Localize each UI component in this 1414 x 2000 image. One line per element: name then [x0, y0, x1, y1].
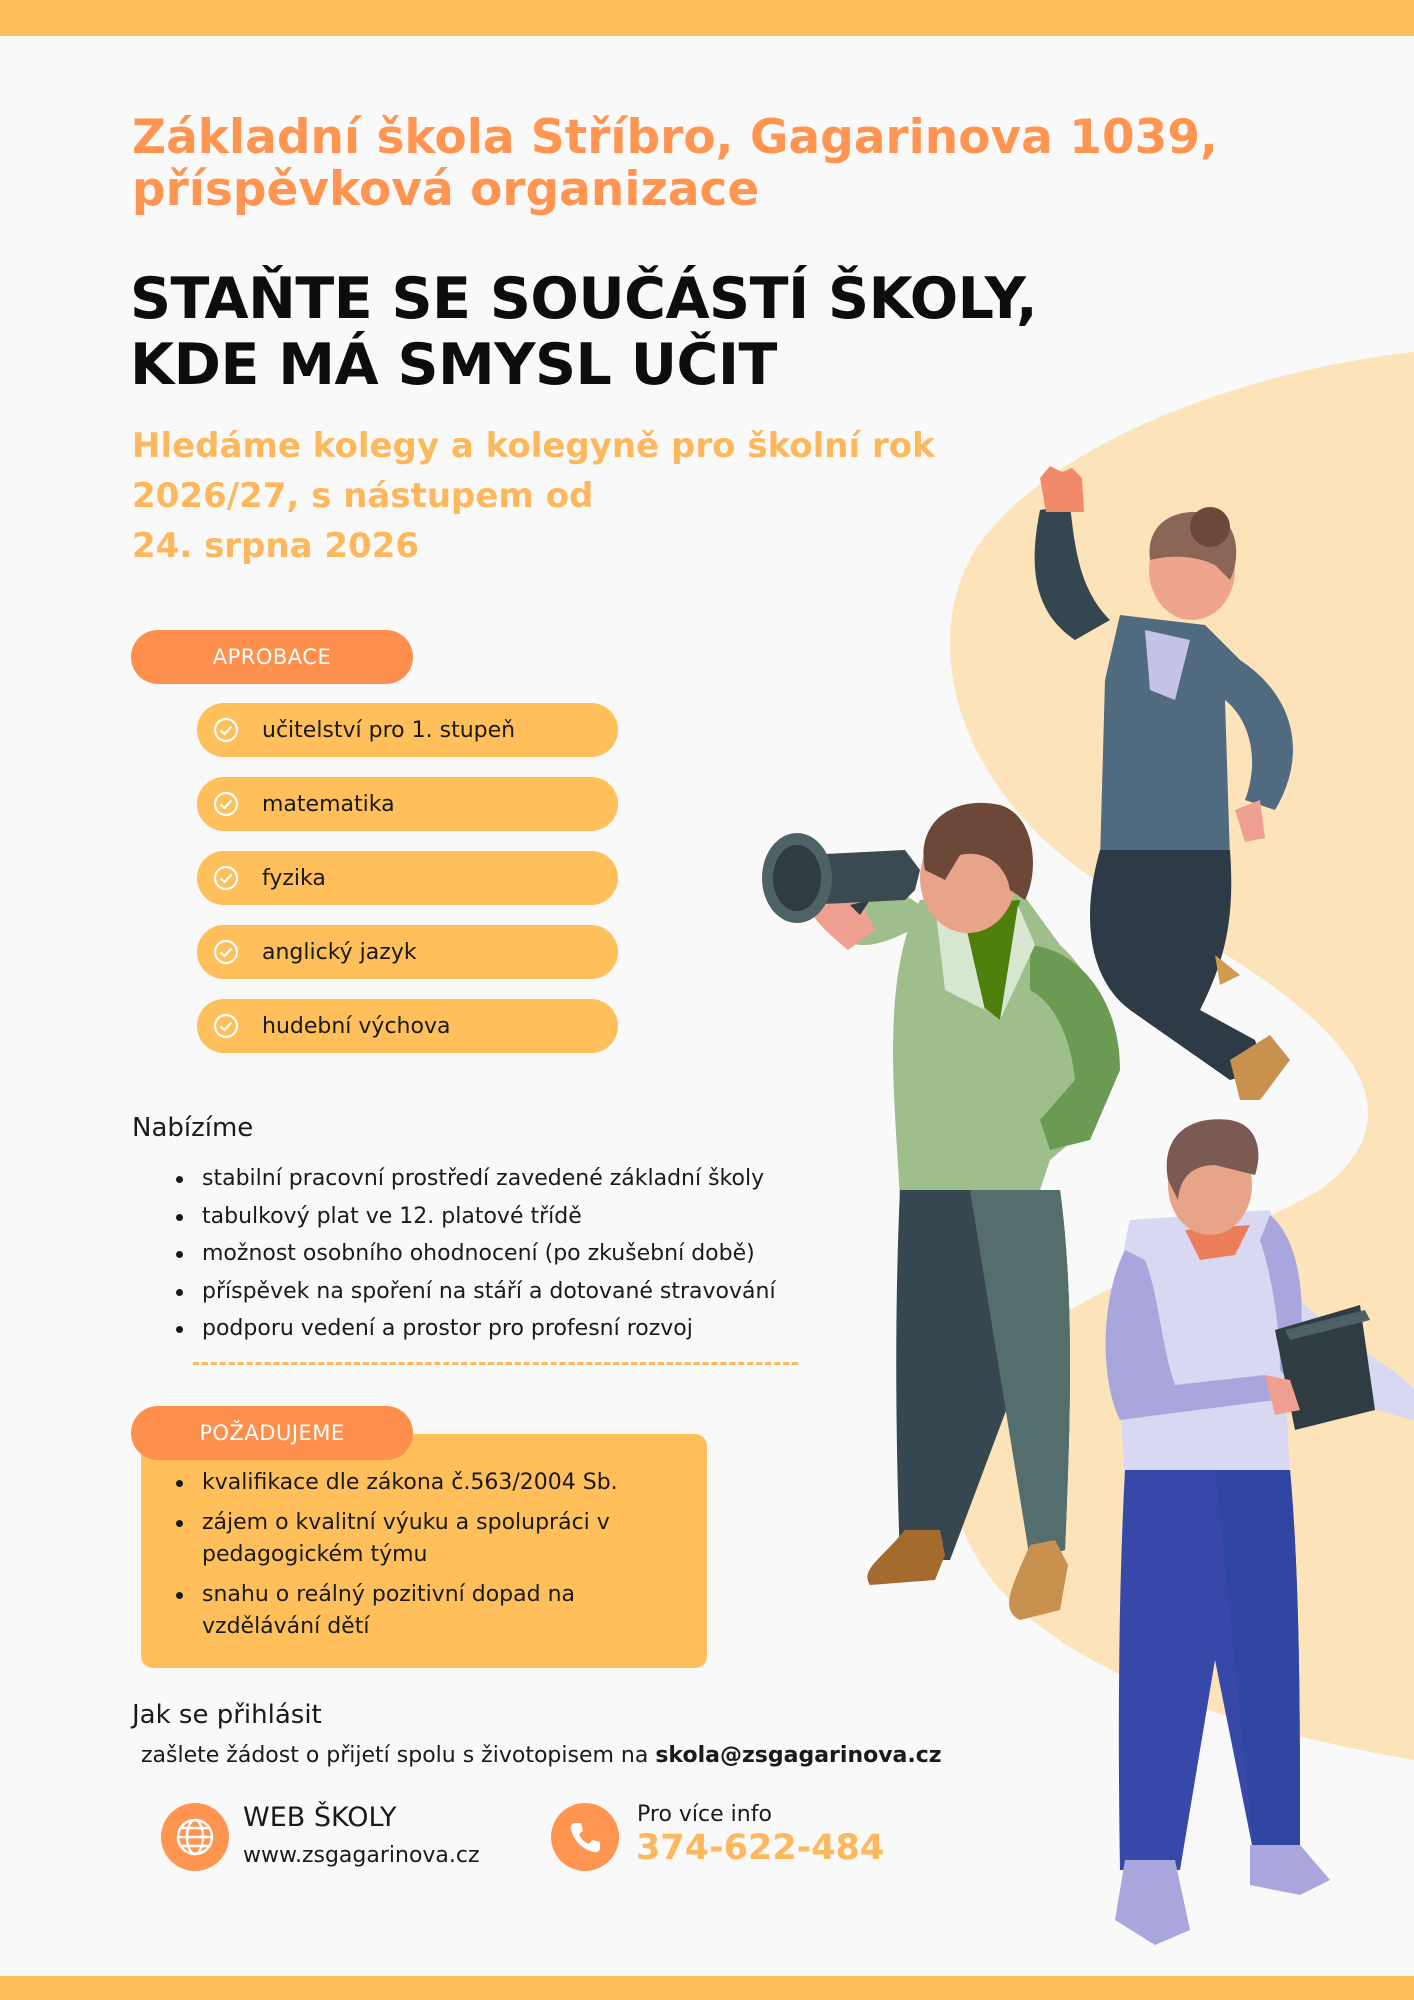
offer-item: možnost osobního ohodnocení (po zkušební době) — [172, 1235, 872, 1273]
aprobace-item-label: učitelství pro 1. stupeň — [262, 717, 516, 743]
check-circle-icon — [212, 938, 240, 966]
requirement-item: snahu o reálný pozitivní dopad na vzdělávání dětí — [172, 1579, 692, 1643]
aprobace-item — [197, 999, 618, 1053]
offer-item: podporu vedení a prostor pro profesní rozvoj — [172, 1310, 872, 1348]
bottom-accent-band — [0, 1976, 1414, 2000]
aprobace-item-label: anglický jazyk — [262, 939, 417, 965]
aprobace-list — [197, 703, 618, 1073]
aprobace-item — [197, 777, 618, 831]
apply-text: zašlete žádost o přijetí spolu s životopisem na — [141, 1743, 656, 1768]
main-headline — [130, 266, 1130, 398]
requirement-item: kvalifikace dle zákona č.563/2004 Sb. — [172, 1467, 692, 1499]
offer-item: stabilní pracovní prostředí zavedené základní školy — [172, 1160, 872, 1198]
check-circle-icon — [212, 716, 240, 744]
phone-icon — [551, 1803, 619, 1871]
requirement-item: zájem o kvalitní výuku a spolupráci v pedagogickém týmu — [172, 1507, 692, 1571]
globe-icon — [161, 1803, 229, 1871]
check-circle-icon — [212, 790, 240, 818]
subheadline-line: Hledáme kolegy a kolegyně pro školní rok — [132, 426, 935, 466]
phone-icon-glyph — [565, 1817, 605, 1857]
subheadline — [132, 421, 1012, 571]
apply-title: Jak se přihlásit — [132, 1700, 322, 1730]
aprobace-item-label: hudební výchova — [262, 1013, 451, 1039]
apply-email[interactable]: skola@zsgagarinova.cz — [655, 1743, 942, 1768]
subheadline-line: 24. srpna 2026 — [132, 526, 420, 566]
headline-line: STAŇTE SE SOUČÁSTÍ ŠKOLY, — [130, 266, 1038, 332]
dashed-divider — [193, 1362, 798, 1365]
check-circle-icon — [212, 1012, 240, 1040]
man-with-clipboard-figure — [1106, 1119, 1414, 1945]
contact-title: Pro více info — [637, 1802, 772, 1827]
offer-item: příspěvek na spoření na stáří a dotované stravování — [172, 1273, 872, 1311]
aprobace-item — [197, 925, 618, 979]
requirements-list — [172, 1467, 692, 1651]
web-url[interactable]: www.zsgagarinova.cz — [243, 1843, 480, 1868]
offer-title: Nabízíme — [132, 1113, 254, 1143]
subheadline-line: 2026/27, s nástupem od — [132, 476, 594, 516]
aprobace-item-label: fyzika — [262, 865, 326, 891]
aprobace-item-label: matematika — [262, 791, 395, 817]
aprobace-item — [197, 851, 618, 905]
headline-line: KDE MÁ SMYSL UČIT — [130, 332, 777, 398]
apply-instructions — [141, 1743, 942, 1768]
offer-list — [172, 1160, 872, 1348]
school-name-line: příspěvková organizace — [132, 162, 760, 217]
web-title: WEB ŠKOLY — [243, 1802, 397, 1833]
phone-number[interactable]: 374-622-484 — [636, 1828, 885, 1868]
offer-item: tabulkový plat ve 12. platové třídě — [172, 1198, 872, 1236]
school-name-line: Základní škola Stříbro, Gagarinova 1039, — [132, 110, 1218, 165]
aprobace-label: APROBACE — [131, 630, 413, 684]
aprobace-item — [197, 703, 618, 757]
requirements-label: POŽADUJEME — [131, 1406, 413, 1460]
globe-icon-glyph — [173, 1815, 217, 1859]
check-circle-icon — [212, 864, 240, 892]
school-name — [132, 112, 1332, 216]
